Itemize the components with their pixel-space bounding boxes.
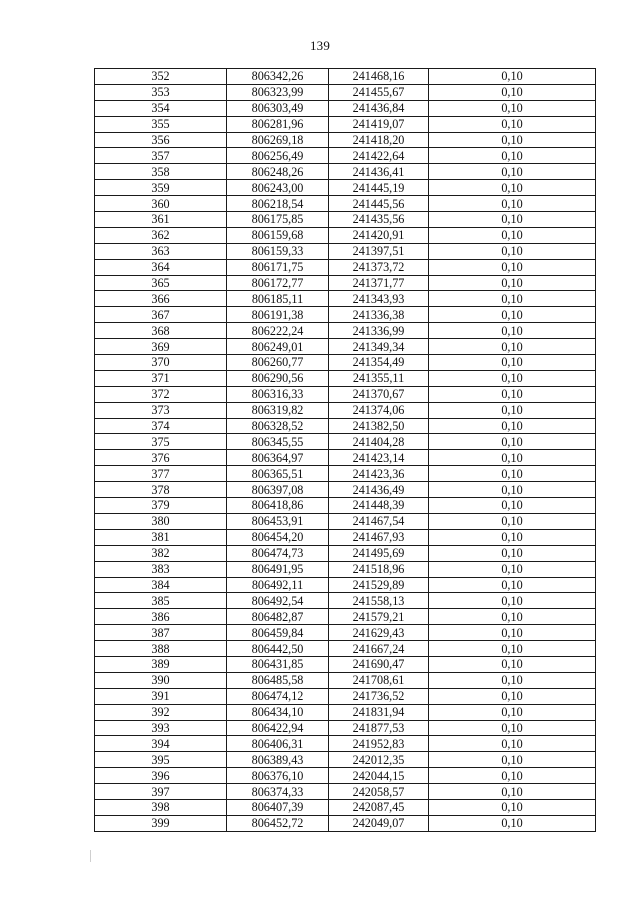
accuracy-cell: 0,10	[429, 355, 596, 371]
x-coordinate-cell: 806365,51	[227, 466, 329, 482]
point-number-cell: 365	[95, 275, 227, 291]
x-coordinate-cell: 806319,82	[227, 402, 329, 418]
table-row	[95, 799, 596, 815]
x-coordinate-cell: 806491,95	[227, 561, 329, 577]
x-coordinate-cell: 806159,33	[227, 243, 329, 259]
x-coordinate-cell: 806191,38	[227, 307, 329, 323]
x-coordinate-cell: 806290,56	[227, 370, 329, 386]
accuracy-cell: 0,10	[429, 688, 596, 704]
accuracy-cell: 0,10	[429, 752, 596, 768]
point-number-cell: 364	[95, 259, 227, 275]
y-coordinate-cell: 241708,61	[329, 672, 429, 688]
point-number-cell: 368	[95, 323, 227, 339]
x-coordinate-cell: 806485,58	[227, 672, 329, 688]
accuracy-cell: 0,10	[429, 545, 596, 561]
y-coordinate-cell: 241355,11	[329, 370, 429, 386]
point-number-cell: 389	[95, 656, 227, 672]
table-row	[95, 180, 596, 196]
table-row	[95, 641, 596, 657]
y-coordinate-cell: 242087,45	[329, 799, 429, 815]
y-coordinate-cell: 241336,99	[329, 323, 429, 339]
point-number-cell: 390	[95, 672, 227, 688]
accuracy-cell: 0,10	[429, 307, 596, 323]
point-number-cell: 385	[95, 593, 227, 609]
point-number-cell: 378	[95, 482, 227, 498]
accuracy-cell: 0,10	[429, 466, 596, 482]
scan-artifact-mark	[90, 850, 91, 862]
y-coordinate-cell: 241467,93	[329, 529, 429, 545]
x-coordinate-cell: 806431,85	[227, 656, 329, 672]
table-row	[95, 418, 596, 434]
x-coordinate-cell: 806185,11	[227, 291, 329, 307]
x-coordinate-cell: 806389,43	[227, 752, 329, 768]
x-coordinate-cell: 806374,33	[227, 784, 329, 800]
y-coordinate-cell: 241448,39	[329, 498, 429, 514]
point-number-cell: 384	[95, 577, 227, 593]
x-coordinate-cell: 806397,08	[227, 482, 329, 498]
y-coordinate-cell: 241404,28	[329, 434, 429, 450]
table-row	[95, 386, 596, 402]
point-number-cell: 362	[95, 227, 227, 243]
y-coordinate-cell: 241343,93	[329, 291, 429, 307]
x-coordinate-cell: 806303,49	[227, 100, 329, 116]
x-coordinate-cell: 806459,84	[227, 625, 329, 641]
accuracy-cell: 0,10	[429, 402, 596, 418]
accuracy-cell: 0,10	[429, 116, 596, 132]
y-coordinate-cell: 241436,49	[329, 482, 429, 498]
table-row	[95, 450, 596, 466]
accuracy-cell: 0,10	[429, 656, 596, 672]
x-coordinate-cell: 806172,77	[227, 275, 329, 291]
accuracy-cell: 0,10	[429, 386, 596, 402]
point-number-cell: 377	[95, 466, 227, 482]
y-coordinate-cell: 241445,56	[329, 196, 429, 212]
table-row	[95, 307, 596, 323]
table-row	[95, 672, 596, 688]
table-row	[95, 513, 596, 529]
table-row	[95, 768, 596, 784]
point-number-cell: 373	[95, 402, 227, 418]
point-number-cell: 366	[95, 291, 227, 307]
point-number-cell: 367	[95, 307, 227, 323]
point-number-cell: 399	[95, 815, 227, 831]
point-number-cell: 374	[95, 418, 227, 434]
point-number-cell: 391	[95, 688, 227, 704]
point-number-cell: 386	[95, 609, 227, 625]
point-number-cell: 395	[95, 752, 227, 768]
y-coordinate-cell: 241579,21	[329, 609, 429, 625]
table-row	[95, 164, 596, 180]
table-row	[95, 720, 596, 736]
point-number-cell: 383	[95, 561, 227, 577]
table-row	[95, 736, 596, 752]
point-number-cell: 394	[95, 736, 227, 752]
accuracy-cell: 0,10	[429, 84, 596, 100]
point-number-cell: 356	[95, 132, 227, 148]
x-coordinate-cell: 806406,31	[227, 736, 329, 752]
x-coordinate-cell: 806256,49	[227, 148, 329, 164]
coordinates-table-body	[95, 69, 596, 832]
y-coordinate-cell: 241336,38	[329, 307, 429, 323]
accuracy-cell: 0,10	[429, 370, 596, 386]
x-coordinate-cell: 806260,77	[227, 355, 329, 371]
accuracy-cell: 0,10	[429, 577, 596, 593]
y-coordinate-cell: 241370,67	[329, 386, 429, 402]
y-coordinate-cell: 241952,83	[329, 736, 429, 752]
y-coordinate-cell: 241373,72	[329, 259, 429, 275]
accuracy-cell: 0,10	[429, 625, 596, 641]
y-coordinate-cell: 241558,13	[329, 593, 429, 609]
y-coordinate-cell: 241468,16	[329, 69, 429, 85]
accuracy-cell: 0,10	[429, 609, 596, 625]
y-coordinate-cell: 242044,15	[329, 768, 429, 784]
y-coordinate-cell: 241690,47	[329, 656, 429, 672]
y-coordinate-cell: 241445,19	[329, 180, 429, 196]
table-row	[95, 577, 596, 593]
y-coordinate-cell: 241418,20	[329, 132, 429, 148]
accuracy-cell: 0,10	[429, 720, 596, 736]
x-coordinate-cell: 806222,24	[227, 323, 329, 339]
y-coordinate-cell: 241736,52	[329, 688, 429, 704]
accuracy-cell: 0,10	[429, 180, 596, 196]
table-row	[95, 227, 596, 243]
table-row	[95, 339, 596, 355]
table-row	[95, 148, 596, 164]
point-number-cell: 353	[95, 84, 227, 100]
y-coordinate-cell: 241455,67	[329, 84, 429, 100]
y-coordinate-cell: 241495,69	[329, 545, 429, 561]
accuracy-cell: 0,10	[429, 132, 596, 148]
point-number-cell: 359	[95, 180, 227, 196]
y-coordinate-cell: 242058,57	[329, 784, 429, 800]
y-coordinate-cell: 241518,96	[329, 561, 429, 577]
table-row	[95, 752, 596, 768]
accuracy-cell: 0,10	[429, 148, 596, 164]
y-coordinate-cell: 241877,53	[329, 720, 429, 736]
accuracy-cell: 0,10	[429, 69, 596, 85]
accuracy-cell: 0,10	[429, 227, 596, 243]
x-coordinate-cell: 806376,10	[227, 768, 329, 784]
table-row	[95, 815, 596, 831]
point-number-cell: 382	[95, 545, 227, 561]
accuracy-cell: 0,10	[429, 736, 596, 752]
table-row	[95, 625, 596, 641]
x-coordinate-cell: 806434,10	[227, 704, 329, 720]
accuracy-cell: 0,10	[429, 498, 596, 514]
point-number-cell: 352	[95, 69, 227, 85]
x-coordinate-cell: 806171,75	[227, 259, 329, 275]
y-coordinate-cell: 241397,51	[329, 243, 429, 259]
accuracy-cell: 0,10	[429, 434, 596, 450]
table-row	[95, 784, 596, 800]
point-number-cell: 371	[95, 370, 227, 386]
y-coordinate-cell: 241422,64	[329, 148, 429, 164]
point-number-cell: 357	[95, 148, 227, 164]
table-row	[95, 116, 596, 132]
accuracy-cell: 0,10	[429, 784, 596, 800]
point-number-cell: 375	[95, 434, 227, 450]
x-coordinate-cell: 806269,18	[227, 132, 329, 148]
y-coordinate-cell: 241667,24	[329, 641, 429, 657]
point-number-cell: 388	[95, 641, 227, 657]
table-row	[95, 243, 596, 259]
x-coordinate-cell: 806159,68	[227, 227, 329, 243]
y-coordinate-cell: 241423,36	[329, 466, 429, 482]
table-row	[95, 704, 596, 720]
table-row	[95, 402, 596, 418]
accuracy-cell: 0,10	[429, 768, 596, 784]
accuracy-cell: 0,10	[429, 323, 596, 339]
x-coordinate-cell: 806328,52	[227, 418, 329, 434]
table-row	[95, 370, 596, 386]
table-row	[95, 561, 596, 577]
y-coordinate-cell: 241435,56	[329, 212, 429, 228]
table-row	[95, 323, 596, 339]
x-coordinate-cell: 806442,50	[227, 641, 329, 657]
x-coordinate-cell: 806474,73	[227, 545, 329, 561]
table-row	[95, 482, 596, 498]
point-number-cell: 398	[95, 799, 227, 815]
x-coordinate-cell: 806482,87	[227, 609, 329, 625]
x-coordinate-cell: 806492,54	[227, 593, 329, 609]
table-row	[95, 212, 596, 228]
table-row	[95, 466, 596, 482]
table-row	[95, 291, 596, 307]
y-coordinate-cell: 241349,34	[329, 339, 429, 355]
point-number-cell: 381	[95, 529, 227, 545]
y-coordinate-cell: 241831,94	[329, 704, 429, 720]
point-number-cell: 358	[95, 164, 227, 180]
table-row	[95, 275, 596, 291]
accuracy-cell: 0,10	[429, 339, 596, 355]
table-row	[95, 498, 596, 514]
accuracy-cell: 0,10	[429, 418, 596, 434]
accuracy-cell: 0,10	[429, 704, 596, 720]
x-coordinate-cell: 806453,91	[227, 513, 329, 529]
x-coordinate-cell: 806492,11	[227, 577, 329, 593]
x-coordinate-cell: 806249,01	[227, 339, 329, 355]
table-row	[95, 545, 596, 561]
y-coordinate-cell: 241354,49	[329, 355, 429, 371]
table-row	[95, 609, 596, 625]
x-coordinate-cell: 806418,86	[227, 498, 329, 514]
x-coordinate-cell: 806316,33	[227, 386, 329, 402]
y-coordinate-cell: 242049,07	[329, 815, 429, 831]
x-coordinate-cell: 806454,20	[227, 529, 329, 545]
accuracy-cell: 0,10	[429, 196, 596, 212]
y-coordinate-cell: 241629,43	[329, 625, 429, 641]
y-coordinate-cell: 241419,07	[329, 116, 429, 132]
point-number-cell: 372	[95, 386, 227, 402]
y-coordinate-cell: 241436,84	[329, 100, 429, 116]
y-coordinate-cell: 241371,77	[329, 275, 429, 291]
table-row	[95, 656, 596, 672]
point-number-cell: 376	[95, 450, 227, 466]
point-number-cell: 363	[95, 243, 227, 259]
y-coordinate-cell: 241382,50	[329, 418, 429, 434]
x-coordinate-cell: 806364,97	[227, 450, 329, 466]
accuracy-cell: 0,10	[429, 243, 596, 259]
x-coordinate-cell: 806175,85	[227, 212, 329, 228]
accuracy-cell: 0,10	[429, 259, 596, 275]
accuracy-cell: 0,10	[429, 561, 596, 577]
y-coordinate-cell: 241436,41	[329, 164, 429, 180]
y-coordinate-cell: 241374,06	[329, 402, 429, 418]
accuracy-cell: 0,10	[429, 275, 596, 291]
accuracy-cell: 0,10	[429, 799, 596, 815]
x-coordinate-cell: 806345,55	[227, 434, 329, 450]
x-coordinate-cell: 806452,72	[227, 815, 329, 831]
table-row	[95, 84, 596, 100]
table-row	[95, 434, 596, 450]
point-number-cell: 360	[95, 196, 227, 212]
point-number-cell: 354	[95, 100, 227, 116]
accuracy-cell: 0,10	[429, 815, 596, 831]
accuracy-cell: 0,10	[429, 641, 596, 657]
accuracy-cell: 0,10	[429, 100, 596, 116]
x-coordinate-cell: 806474,12	[227, 688, 329, 704]
accuracy-cell: 0,10	[429, 529, 596, 545]
table-row	[95, 100, 596, 116]
y-coordinate-cell: 241423,14	[329, 450, 429, 466]
point-number-cell: 397	[95, 784, 227, 800]
table-row	[95, 355, 596, 371]
table-row	[95, 259, 596, 275]
point-number-cell: 396	[95, 768, 227, 784]
x-coordinate-cell: 806422,94	[227, 720, 329, 736]
point-number-cell: 355	[95, 116, 227, 132]
accuracy-cell: 0,10	[429, 212, 596, 228]
accuracy-cell: 0,10	[429, 593, 596, 609]
accuracy-cell: 0,10	[429, 291, 596, 307]
table-row	[95, 593, 596, 609]
table-row	[95, 196, 596, 212]
accuracy-cell: 0,10	[429, 450, 596, 466]
page-number: 139	[309, 38, 331, 53]
point-number-cell: 361	[95, 212, 227, 228]
point-number-cell: 369	[95, 339, 227, 355]
coordinates-table	[94, 68, 596, 832]
y-coordinate-cell: 241420,91	[329, 227, 429, 243]
point-number-cell: 370	[95, 355, 227, 371]
x-coordinate-cell: 806281,96	[227, 116, 329, 132]
accuracy-cell: 0,10	[429, 672, 596, 688]
y-coordinate-cell: 241467,54	[329, 513, 429, 529]
x-coordinate-cell: 806407,39	[227, 799, 329, 815]
point-number-cell: 380	[95, 513, 227, 529]
accuracy-cell: 0,10	[429, 513, 596, 529]
x-coordinate-cell: 806243,00	[227, 180, 329, 196]
table-row	[95, 132, 596, 148]
x-coordinate-cell: 806248,26	[227, 164, 329, 180]
point-number-cell: 379	[95, 498, 227, 514]
y-coordinate-cell: 242012,35	[329, 752, 429, 768]
point-number-cell: 392	[95, 704, 227, 720]
x-coordinate-cell: 806218,54	[227, 196, 329, 212]
y-coordinate-cell: 241529,89	[329, 577, 429, 593]
table-row	[95, 529, 596, 545]
x-coordinate-cell: 806342,26	[227, 69, 329, 85]
table-row	[95, 688, 596, 704]
accuracy-cell: 0,10	[429, 482, 596, 498]
table-row	[95, 69, 596, 85]
point-number-cell: 387	[95, 625, 227, 641]
accuracy-cell: 0,10	[429, 164, 596, 180]
point-number-cell: 393	[95, 720, 227, 736]
x-coordinate-cell: 806323,99	[227, 84, 329, 100]
